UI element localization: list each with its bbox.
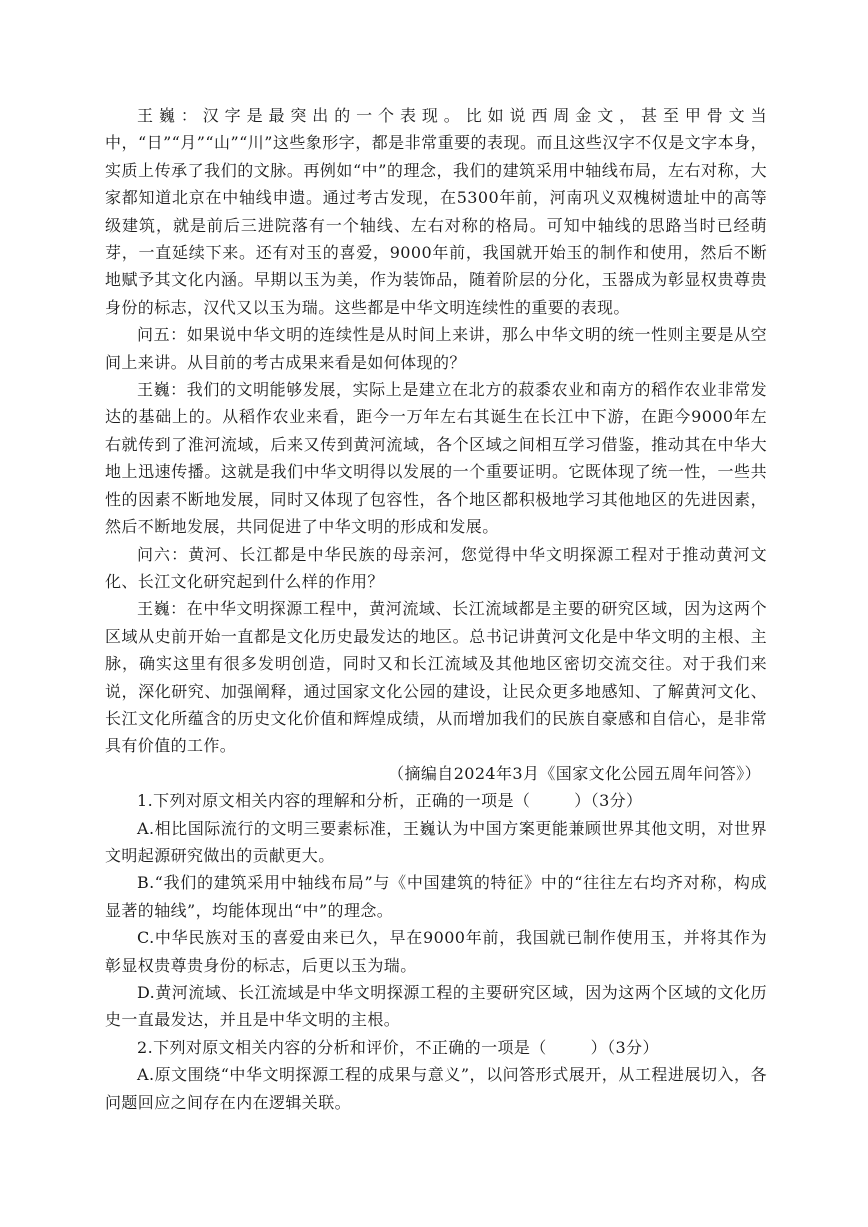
question-1-option-d: D.黄河流域、长江流域是中华文明探源工程的主要研究区域，因为这两个区域的文化历史一直最发达，并且是中华文明的主根。 [105,983,767,1030]
answer-paragraph-wang-wei-2: 王巍：我们的文明能够发展，实际上是建立在北方的菽黍农业和南方的稻作农业非常发达的基础上的。从稻作农业来看，距今一万年左右其诞生在长江中下游，在距今9000年左右就传到了淮河流域，后来又传到黄河流域，各个区域之间相互学习借鉴，推动其在中华大地上迅速传播。这就是我们中华文明得以发展的一个重要证明。它既体现了统一性，一些共性的因素不断地发展，同时又体现了包容性，各个地区都积极地学习其他地区的先进因素，然后不断地发展，共同促进了中华文明的形成和发展。 [105,380,767,537]
question-five: 问五：如果说中华文明的连续性是从时间上来讲，那么中华文明的统一性则主要是从空间上来讲。从目前的考古成果来看是如何体现的？ [105,325,767,372]
question-1-option-a: A.相比国际流行的文明三要素标准，王巍认为中国方案更能兼顾世界其他文明，对世界文明起源研究做出的贡献更大。 [105,818,767,865]
question-2-stem [105,1034,767,1061]
question-1-score: ）（3分） [574,791,643,811]
answer-paragraph-wang-wei-1: 王巍：汉字是最突出的一个表现。比如说西周金文，甚至甲骨文当中，“日”“月”“山”“川”这些象形字，都是非常重要的表现。而且这些汉字不仅是文字本身，实质上传承了我们的文脉。再例如“中”的理念，我们的建筑采用中轴线布局，左右对称，大家都知道北京在中轴线申遗。通过考古发现，在5300年前，河南巩义双槐树遗址中的高等级建筑，就是前后三进院落有一个轴线、左右对称的格局。可知中轴线的思路当时已经萌芽，一直延续下来。还有对玉的喜爱，9000年前，我国就开始玉的制作和使用，然后不断地赋予其文化内涵。早期以玉为美，作为装饰品，随着阶层的分化，玉器成为彰显权贵尊贵身份的标志，汉代又以玉为瑞。这些都是中华文明连续性的重要的表现。 [105,106,767,317]
question-2-stem-text: 2.下列对原文相关内容的分析和评价，不正确的一项是（ [137,1037,547,1057]
question-1-option-b: B.“我们的建筑采用中轴线布局”与《中国建筑的特征》中的“往往左右均齐对称，构成显著的轴线”，均能体现出“中”的理念。 [105,873,767,920]
question-1-stem-text: 1.下列对原文相关内容的理解和分析，正确的一项是（ [137,791,531,811]
question-six: 问六：黄河、长江都是中华民族的母亲河，您觉得中华文明探源工程对于推动黄河文化、长江文化研究起到什么样的作用？ [105,544,767,591]
question-2-score: ）（3分） [590,1037,659,1057]
answer-paragraph-wang-wei-3: 王巍：在中华文明探源工程中，黄河流域、长江流域都是主要的研究区域，因为这两个区域从史前开始一直都是文化历史最发达的地区。总书记讲黄河文化是中华文明的主根、主脉，确实这里有很多发明创造，同时又和长江流域及其他地区密切交流交往。对于我们来说，深化研究、加强阐释，通过国家文化公园的建设，让民众更多地感知、了解黄河文化、长江文化所蕴含的历史文化价值和辉煌成绩，从而增加我们的民族自豪感和自信心，是非常具有价值的工作。 [105,599,767,756]
question-1-stem [105,787,767,814]
document-page [105,102,767,1116]
question-2-option-a: A.原文围绕“中华文明探源工程的成果与意义”，以问答形式展开，从工程进展切入，各问题回应之间存在内在逻辑关联。 [105,1065,767,1112]
source-citation: （摘编自2024年3月《国家文化公园五周年问答》） [388,763,761,783]
question-1-option-c: C.中华民族对玉的喜爱由来已久，早在9000年前，我国就已制作使用玉，并将其作为彰显权贵尊贵身份的标志，后更以玉为瑞。 [105,928,767,975]
